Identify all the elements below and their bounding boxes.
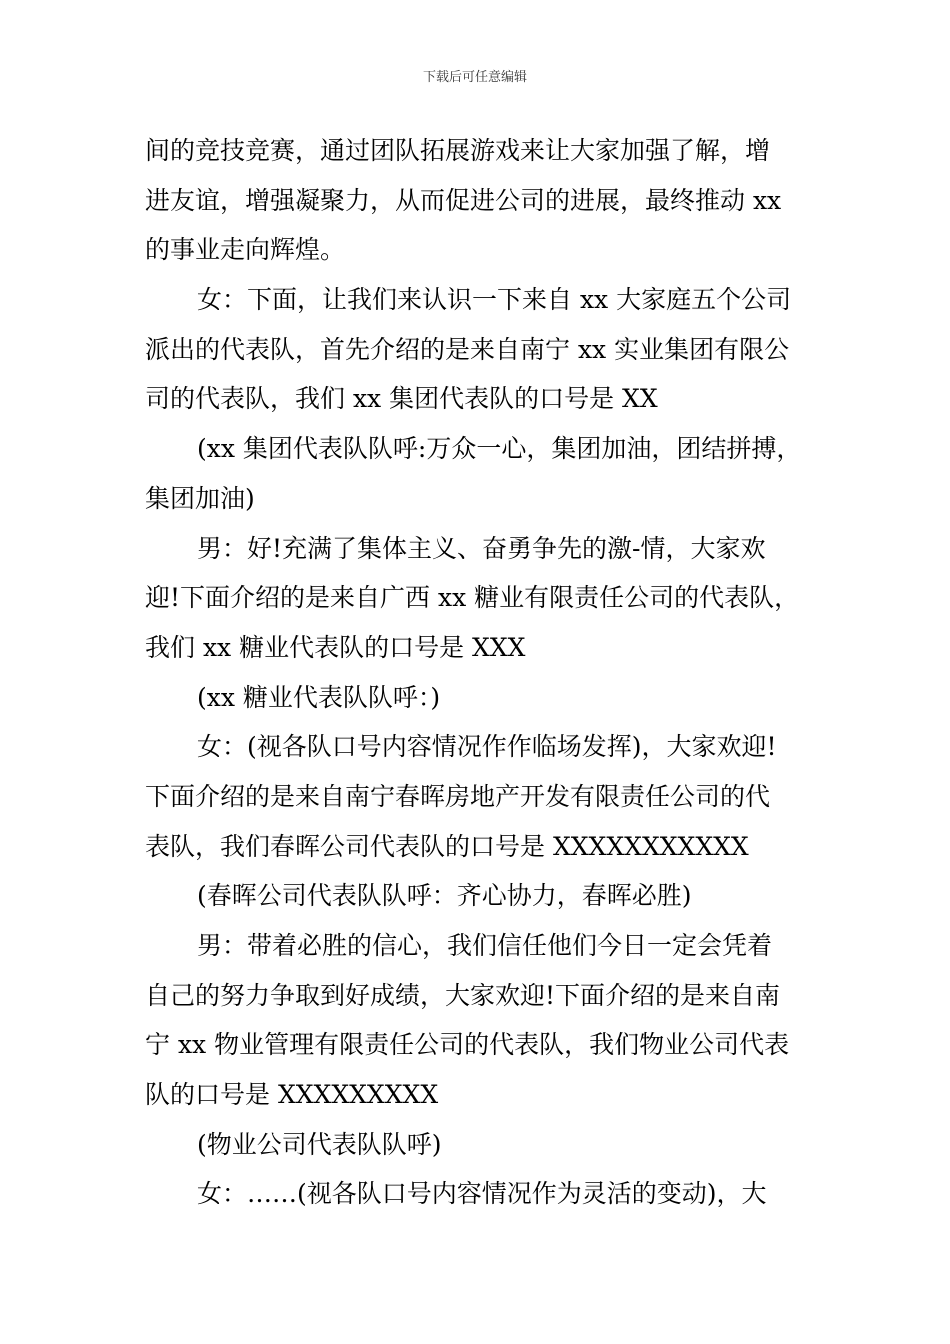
- body-line: 下面介绍的是来自南宁春晖房地产开发有限责任公司的代: [145, 781, 771, 811]
- body-line: 我们 xx 糖业代表队的口号是 XXX: [145, 632, 526, 662]
- page-header: 下载后可任意编辑: [422, 70, 527, 85]
- body-line: 派出的代表队，首先介绍的是来自南宁 xx 实业集团有限公: [145, 334, 790, 364]
- body-line: 女：下面，让我们来认识一下来自 xx 大家庭五个公司: [197, 285, 792, 315]
- body-line: 司的代表队，我们 xx 集团代表队的口号是 XX: [145, 384, 658, 414]
- body-line: 男：好!充满了集体主义、奋勇争先的激-情，大家欢: [197, 533, 766, 563]
- body-line: 表队，我们春晖公司代表队的口号是 XXXXXXXXXXX: [145, 831, 749, 861]
- body-line: 队的口号是 XXXXXXXXX: [145, 1080, 439, 1110]
- body-line: 宁 xx 物业管理有限责任公司的代表队，我们物业公司代表: [145, 1030, 790, 1060]
- body-line: 女：……(视各队口号内容情况作为灵活的变动)，大: [197, 1179, 767, 1209]
- body-line: 男：带着必胜的信心，我们信任他们今日一定会凭着: [197, 931, 773, 960]
- body-line: 进友谊，增强凝聚力，从而促进公司的进展，最终推动 xx: [145, 185, 782, 215]
- document-body: [145, 126, 845, 1219]
- body-line: 的事业走向辉煌。: [145, 235, 346, 265]
- body-line: 自己的努力争取到好成绩，大家欢迎!下面介绍的是来自南: [145, 980, 781, 1010]
- body-line: (春晖公司代表队队呼：齐心协力，春晖必胜): [197, 881, 692, 911]
- body-line: (物业公司代表队队呼): [197, 1129, 442, 1159]
- body-line: 女：(视各队口号内容情况作作临场发挥)，大家欢迎!: [197, 732, 777, 762]
- body-line: 迎!下面介绍的是来自广西 xx 糖业有限责任公司的代表队，: [145, 583, 800, 613]
- body-line: (xx 集团代表队队呼:万众一心，集团加油，团结拼搏，: [197, 434, 802, 464]
- body-line: (xx 糖业代表队队呼：): [197, 682, 441, 712]
- body-line: 间的竞技竞赛，通过团队拓展游戏来让大家加强了解，增: [145, 136, 771, 165]
- body-line: 集团加油): [145, 483, 255, 513]
